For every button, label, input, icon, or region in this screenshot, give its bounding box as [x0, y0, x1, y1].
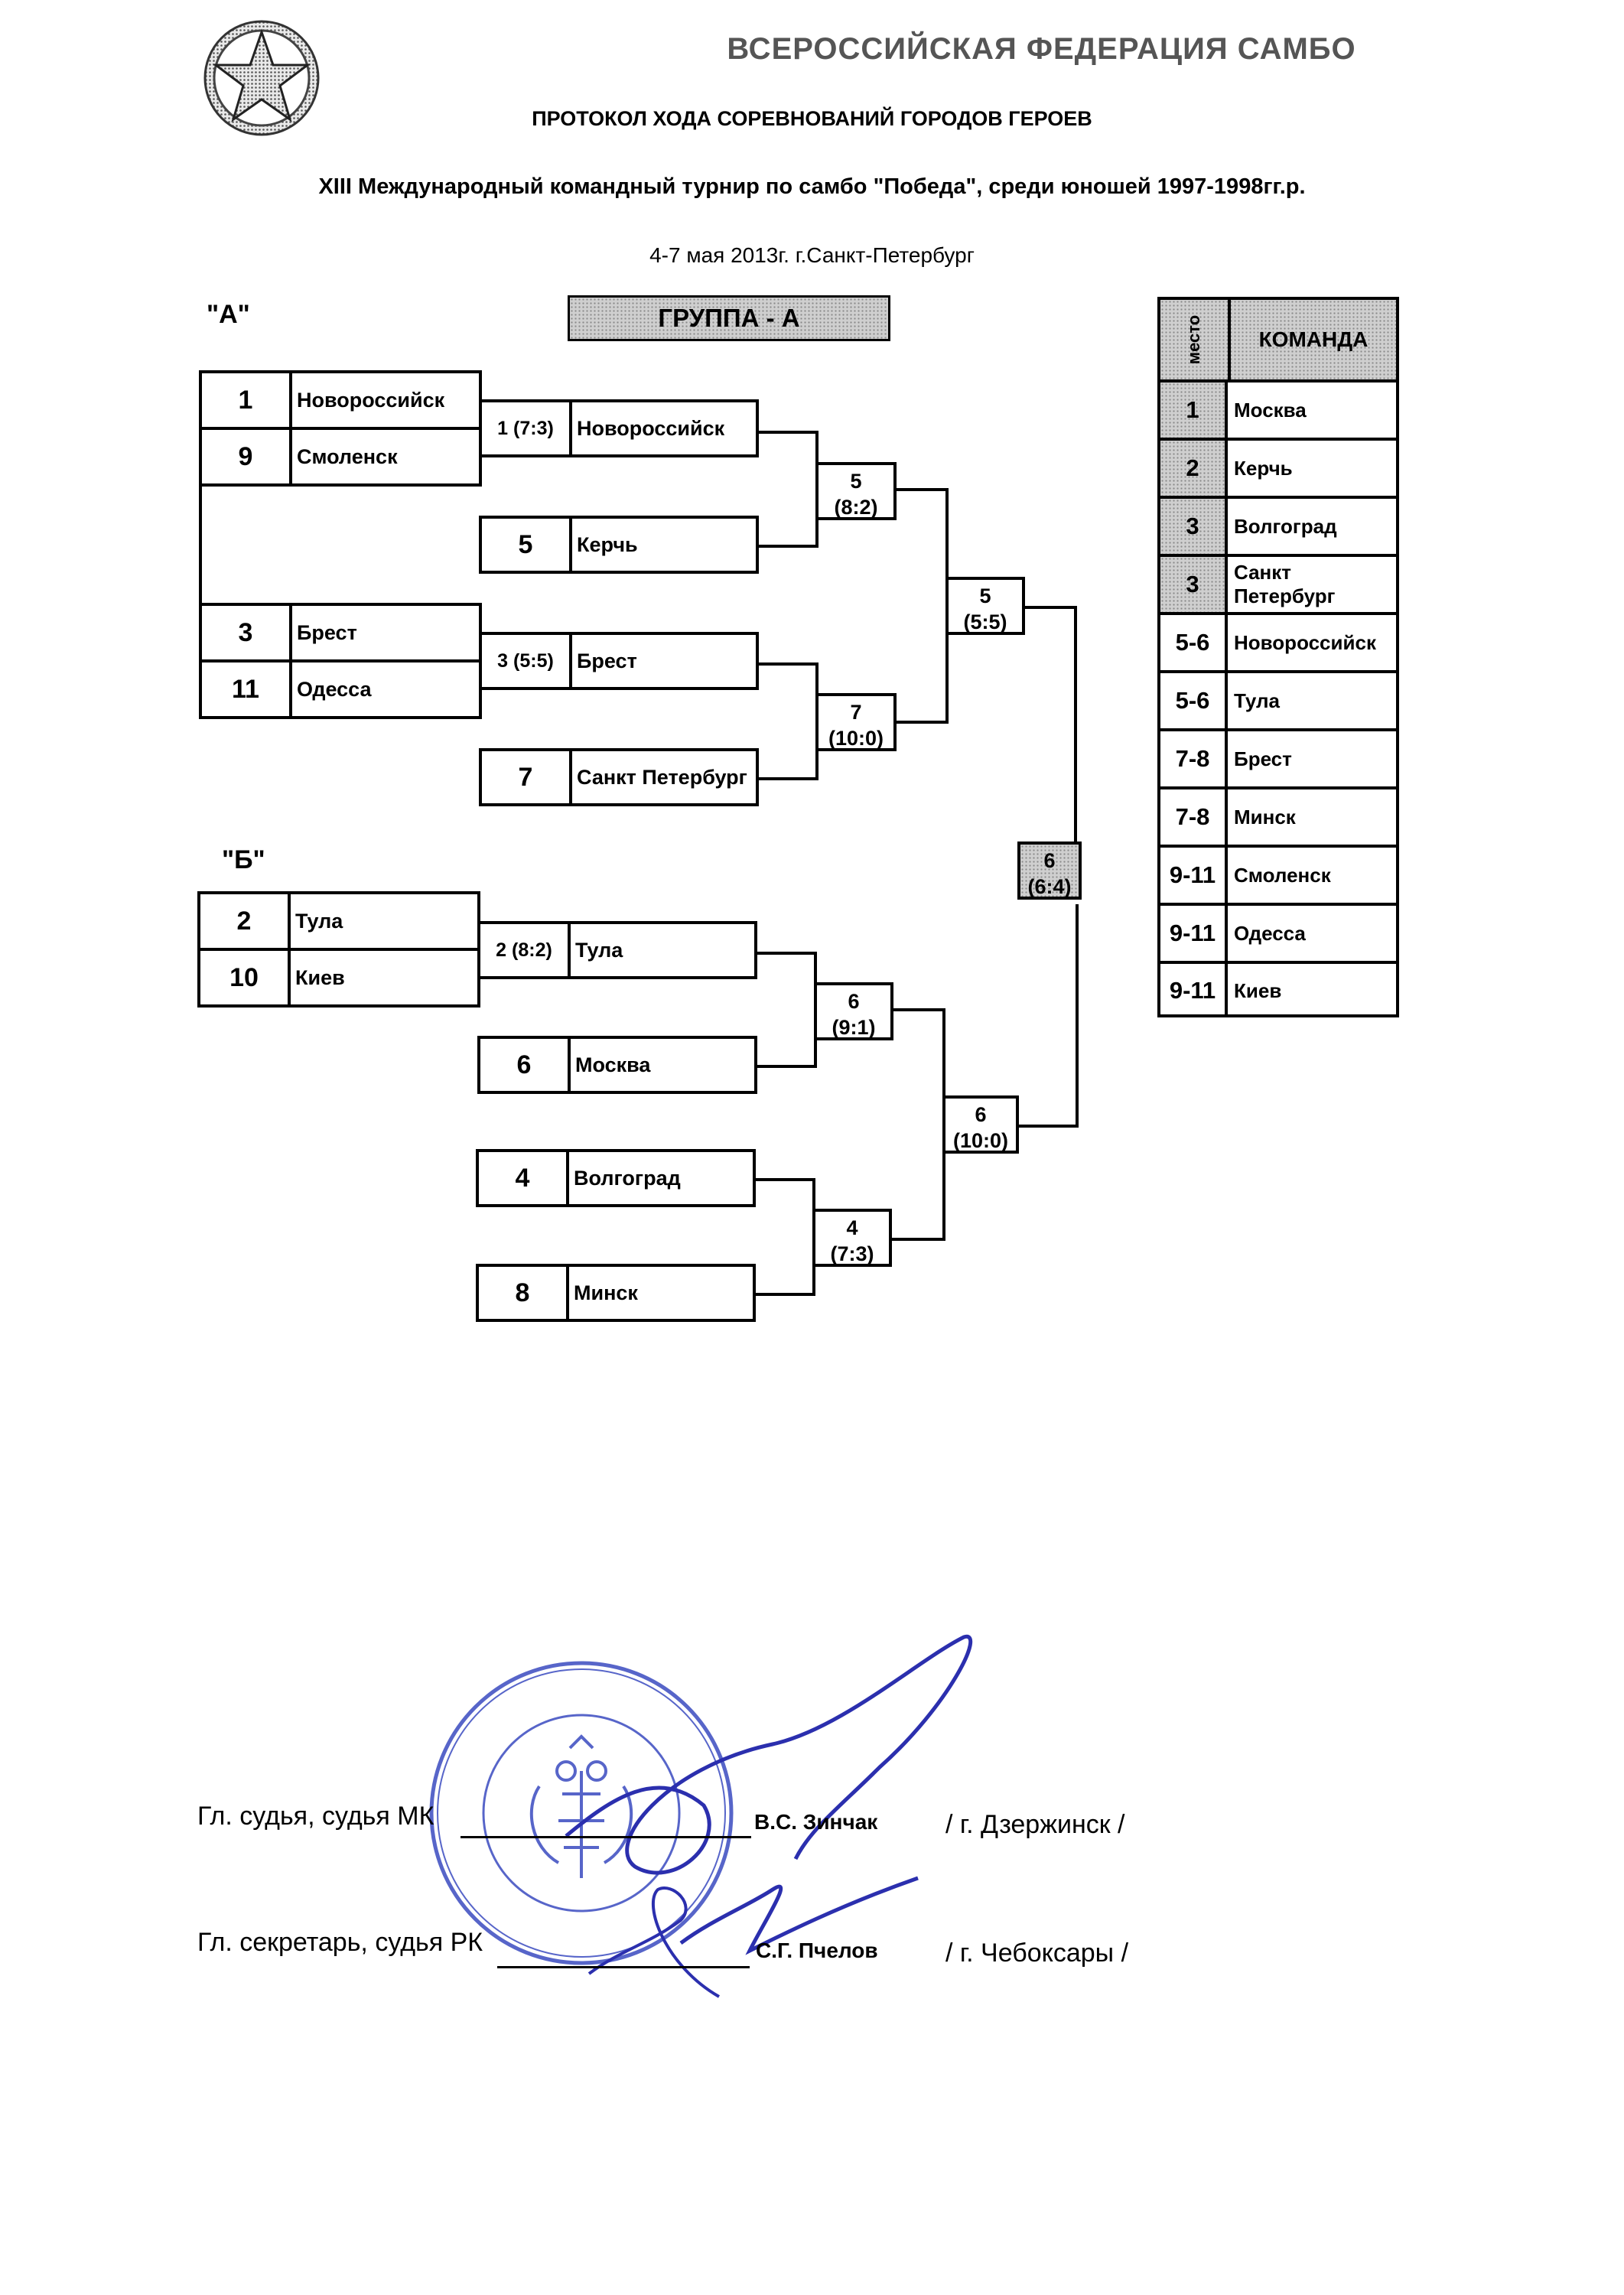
- results-row: [1160, 786, 1396, 845]
- team-header: КОМАНДА: [1258, 327, 1369, 351]
- place-header: место: [1183, 314, 1203, 365]
- protocol-title: ПРОТОКОЛ ХОДА СОРЕВНОВАНИЙ ГОРОДОВ ГЕРОЕВ: [532, 107, 1092, 130]
- match-score: (10:0): [952, 1129, 1009, 1152]
- bracket-line: [756, 1065, 817, 1068]
- bracket-line: [1024, 606, 1077, 609]
- results-row: [1160, 728, 1396, 786]
- result-team: Керчь: [1234, 456, 1293, 480]
- result-place: 1: [1160, 382, 1228, 438]
- result-place: 5-6: [1160, 673, 1228, 728]
- pair-box: [199, 603, 482, 719]
- official-role: Гл. секретарь, судья РК: [197, 1928, 483, 1957]
- team-name: Новороссийск: [577, 416, 725, 440]
- team-name: Минск: [574, 1281, 638, 1304]
- round1-score: 3 (5:5): [497, 649, 554, 672]
- results-row: [1160, 961, 1396, 1017]
- result-place: 9-11: [1160, 906, 1228, 961]
- pair-box: [199, 370, 482, 487]
- official-name: С.Г. Пчелов: [756, 1939, 878, 1962]
- bracket-line: [895, 721, 949, 724]
- team-name: Санкт Петербург: [577, 765, 747, 789]
- results-row: [1160, 554, 1396, 612]
- bracket-line: [754, 1178, 815, 1181]
- match-score: (9:1): [832, 1016, 876, 1039]
- seed-number: 7: [518, 762, 533, 792]
- results-row: [1160, 612, 1396, 670]
- result-team: Волгоград: [1234, 514, 1337, 538]
- match-winner: 7: [850, 701, 862, 724]
- results-row: [1160, 845, 1396, 903]
- signature-line: [497, 1966, 750, 1968]
- round1-score: 2 (8:2): [496, 939, 552, 961]
- team-name: Керчь: [577, 532, 638, 556]
- date-place: 4-7 мая 2013г. г.Санкт-Петербург: [649, 243, 975, 267]
- round1-winner: [479, 632, 759, 690]
- bracket-line: [895, 488, 949, 491]
- result-place: 7-8: [1160, 731, 1228, 786]
- tournament-title: XIII Международный командный турнир по самбо "Победа", среди юношей 1997-1998гг.р.: [318, 174, 1306, 199]
- bracket-line: [892, 1238, 945, 1241]
- match-box: [942, 1095, 1019, 1154]
- entrant-box: [479, 516, 759, 574]
- round1-score: 1 (7:3): [497, 417, 554, 439]
- result-team: Новороссийск: [1234, 630, 1376, 654]
- team-name: Тула: [575, 938, 623, 962]
- seed-number: 9: [238, 441, 253, 471]
- seed-number: 2: [236, 906, 252, 936]
- results-row: [1160, 903, 1396, 961]
- bracket-line: [757, 545, 819, 548]
- team-name: Киев: [295, 965, 345, 989]
- result-team: Москва: [1234, 398, 1307, 422]
- entrant-box: [476, 1264, 756, 1322]
- team-name: Тула: [295, 909, 343, 933]
- result-team: Минск: [1234, 805, 1296, 828]
- match-score: (6:4): [1027, 875, 1072, 898]
- seed-number: 5: [518, 529, 533, 559]
- team-name: Одесса: [297, 677, 372, 701]
- results-table: [1157, 297, 1399, 1017]
- bracket-line: [199, 487, 202, 603]
- official-name: В.С. Зинчак: [754, 1810, 878, 1834]
- bracket-line: [757, 777, 819, 780]
- pair-box: [197, 891, 480, 1008]
- match-score: (8:2): [834, 496, 878, 519]
- result-place: 5-6: [1160, 615, 1228, 670]
- results-header: [1160, 300, 1396, 379]
- team-name: Новороссийск: [297, 388, 445, 412]
- team-name: Брест: [577, 649, 637, 672]
- result-team: Киев: [1234, 978, 1282, 1002]
- result-place: 3: [1160, 499, 1228, 554]
- result-place: 9-11: [1160, 848, 1228, 903]
- result-team: Санкт Петербург: [1234, 561, 1336, 607]
- match-score: (5:5): [963, 610, 1007, 633]
- result-team: Смоленск: [1234, 863, 1331, 887]
- match-box: [812, 1209, 892, 1267]
- match-score: (7:3): [830, 1242, 874, 1265]
- result-place: 2: [1160, 441, 1228, 496]
- official-role: Гл. судья, судья МК: [197, 1802, 434, 1831]
- result-place: 3: [1160, 557, 1228, 612]
- match-score: (10:0): [828, 727, 884, 750]
- match-winner: 6: [1043, 849, 1056, 872]
- seed-number: 4: [515, 1163, 530, 1193]
- result-team: Одесса: [1234, 921, 1306, 945]
- bracket-line: [892, 1008, 945, 1011]
- signature-line: [461, 1836, 751, 1838]
- match-box: [815, 462, 897, 520]
- entrant-box: [477, 1036, 757, 1094]
- round1-winner: [479, 399, 759, 457]
- results-row: [1160, 496, 1396, 554]
- result-team: Тула: [1234, 688, 1280, 712]
- match-winner: 6: [975, 1103, 987, 1126]
- bracket-line: [757, 431, 819, 434]
- group-title-text: ГРУППА - А: [658, 304, 800, 332]
- entrant-box: [479, 748, 759, 806]
- federation-title: ВСЕРОССИЙСКАЯ ФЕДЕРАЦИЯ САМБО: [727, 32, 1356, 66]
- final-match-box: [1017, 842, 1082, 900]
- bracket-line: [1074, 606, 1077, 843]
- bracket-line: [1017, 1125, 1079, 1128]
- results-row: [1160, 670, 1396, 728]
- seed-number: 8: [515, 1278, 530, 1307]
- seed-number: 3: [238, 617, 253, 647]
- entrant-box: [476, 1149, 756, 1207]
- team-name: Волгоград: [574, 1166, 681, 1190]
- group-title: [568, 295, 890, 341]
- match-box: [945, 577, 1025, 635]
- bracket-line: [754, 1293, 815, 1296]
- official-city: / г. Чебоксары /: [945, 1939, 1129, 1968]
- match-box: [814, 982, 893, 1040]
- bracket-line: [1076, 904, 1079, 1128]
- seed-number: 1: [238, 385, 253, 415]
- result-team: Брест: [1234, 747, 1292, 770]
- seed-number: 11: [232, 674, 259, 704]
- round1-winner: [477, 921, 757, 979]
- match-winner: 4: [846, 1216, 858, 1239]
- match-box: [815, 693, 897, 751]
- match-winner: 6: [848, 990, 860, 1013]
- team-name: Брест: [297, 620, 357, 644]
- seed-number: 10: [229, 962, 259, 992]
- team-name: Смоленск: [297, 444, 398, 468]
- result-place: 7-8: [1160, 789, 1228, 845]
- bracket-line: [756, 952, 817, 955]
- subgroup-a-label: "А": [207, 300, 250, 329]
- official-city: / г. Дзержинск /: [945, 1810, 1125, 1839]
- bracket-line: [757, 662, 819, 666]
- results-row: [1160, 438, 1396, 496]
- match-winner: 5: [850, 470, 862, 493]
- team-name: Москва: [575, 1053, 651, 1076]
- results-row: [1160, 379, 1396, 438]
- match-winner: 5: [979, 584, 991, 607]
- subgroup-b-label: "Б": [222, 845, 265, 874]
- seed-number: 6: [516, 1050, 532, 1079]
- result-place: 9-11: [1160, 964, 1228, 1017]
